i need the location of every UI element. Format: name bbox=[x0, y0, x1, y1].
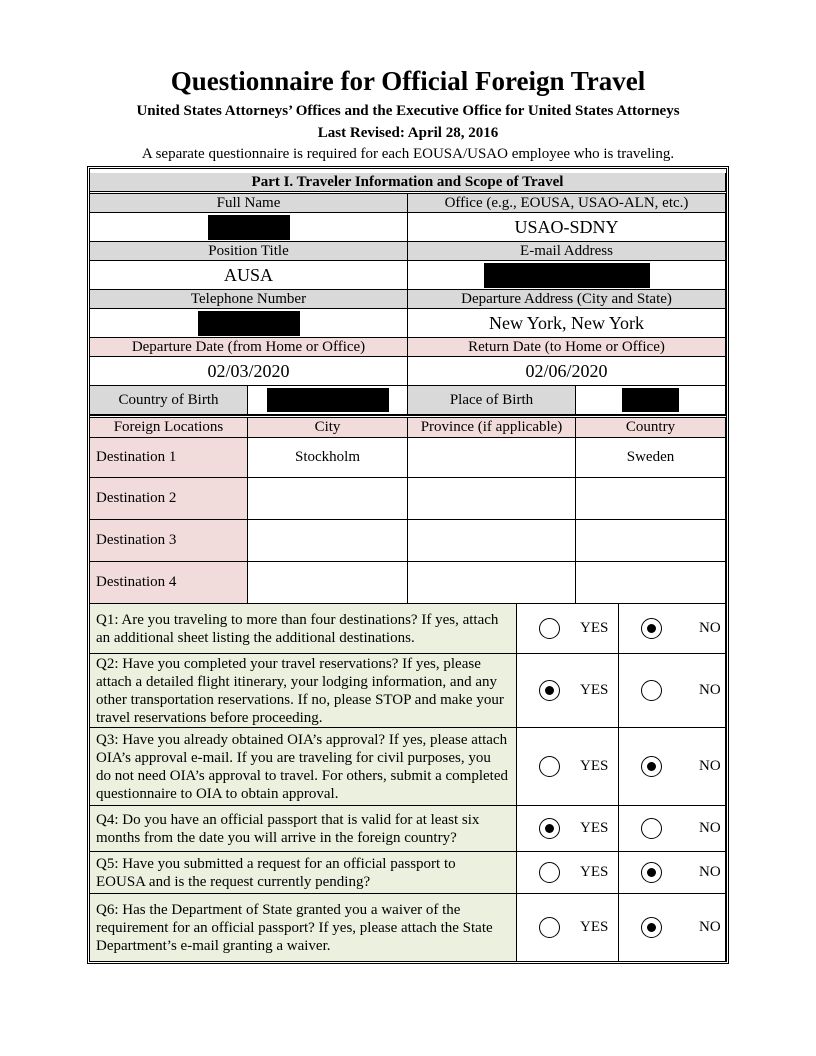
locations-header-country: Country bbox=[576, 418, 726, 438]
full-name-field[interactable] bbox=[90, 213, 408, 242]
option-label-no: NO bbox=[699, 758, 721, 774]
question-1-no-option[interactable] bbox=[619, 604, 726, 654]
radio-button-yes[interactable] bbox=[539, 818, 560, 839]
radio-selected-dot bbox=[647, 762, 656, 771]
destination-1-label: Destination 1 bbox=[90, 438, 248, 478]
question-4-text: Q4: Do you have an official passport that is valid for at least six months from the date you will arrive in the foreign country? bbox=[90, 806, 517, 852]
option-label-yes: YES bbox=[580, 864, 609, 880]
locations-header-foreign: Foreign Locations bbox=[90, 418, 248, 438]
departure-address-label: Departure Address (City and State) bbox=[408, 290, 726, 309]
departure-date-field[interactable]: 02/03/2020 bbox=[90, 357, 408, 386]
question-5-no-option[interactable] bbox=[619, 852, 726, 894]
question-2-no-option[interactable] bbox=[619, 654, 726, 728]
destination-2-country[interactable] bbox=[576, 478, 726, 520]
option-label-yes: YES bbox=[580, 682, 609, 698]
radio-selected-dot bbox=[647, 868, 656, 877]
destination-2-city[interactable] bbox=[248, 478, 408, 520]
question-6-yes-option[interactable] bbox=[517, 894, 619, 962]
telephone-field[interactable] bbox=[90, 309, 408, 338]
question-4-no-option[interactable] bbox=[619, 806, 726, 852]
radio-selected-dot bbox=[647, 923, 656, 932]
question-6-no-option[interactable] bbox=[619, 894, 726, 962]
question-1-text: Q1: Are you traveling to more than four destinations? If yes, attach an additional sheet listing the additional destinations. bbox=[90, 604, 517, 654]
option-label-yes: YES bbox=[580, 620, 609, 636]
question-3-yes-option[interactable] bbox=[517, 728, 619, 806]
page-title: Questionnaire for Official Foreign Travel bbox=[170, 66, 646, 96]
locations-header-city: City bbox=[248, 418, 408, 438]
email-label: E-mail Address bbox=[408, 242, 726, 261]
radio-button-yes[interactable] bbox=[539, 862, 560, 883]
destination-4-city[interactable] bbox=[248, 562, 408, 604]
office-field[interactable]: USAO-SDNY bbox=[408, 213, 726, 242]
radio-selected-dot bbox=[545, 686, 554, 695]
redaction-box bbox=[622, 388, 679, 412]
departure-date-label: Departure Date (from Home or Office) bbox=[90, 338, 408, 357]
option-label-no: NO bbox=[699, 682, 721, 698]
destination-4-label: Destination 4 bbox=[90, 562, 248, 604]
question-2-yes-option[interactable] bbox=[517, 654, 619, 728]
redaction-box bbox=[198, 311, 300, 336]
option-label-yes: YES bbox=[580, 919, 609, 935]
subtitle: United States Attorneys’ Offices and the Executive Office for United States Attorneys bbox=[136, 103, 680, 119]
destination-3-city[interactable] bbox=[248, 520, 408, 562]
option-label-no: NO bbox=[699, 820, 721, 836]
option-label-no: NO bbox=[699, 919, 721, 935]
option-label-yes: YES bbox=[580, 758, 609, 774]
radio-selected-dot bbox=[545, 824, 554, 833]
return-date-field[interactable]: 02/06/2020 bbox=[408, 357, 726, 386]
radio-button-no[interactable] bbox=[641, 756, 662, 777]
locations-header-province: Province (if applicable) bbox=[408, 418, 576, 438]
destination-2-province[interactable] bbox=[408, 478, 576, 520]
country-of-birth-field[interactable] bbox=[248, 386, 408, 415]
destination-1-city[interactable]: Stockholm bbox=[248, 438, 408, 478]
question-3-text: Q3: Have you already obtained OIA’s approval? If yes, please attach OIA’s approval e-mail. If you are traveling for civil purposes, you do not need OIA’s approval to travel. For others, submit a completed questionnaire to OIA to obtain approval. bbox=[90, 728, 517, 806]
radio-button-no[interactable] bbox=[641, 818, 662, 839]
destination-1-province[interactable] bbox=[408, 438, 576, 478]
revised-date: Last Revised: April 28, 2016 bbox=[317, 125, 499, 141]
destination-4-province[interactable] bbox=[408, 562, 576, 604]
radio-button-yes[interactable] bbox=[539, 917, 560, 938]
office-label: Office (e.g., EOUSA, USAO-ALN, etc.) bbox=[408, 194, 726, 213]
radio-button-yes[interactable] bbox=[539, 756, 560, 777]
redaction-box bbox=[208, 215, 290, 240]
question-5-yes-option[interactable] bbox=[517, 852, 619, 894]
part1-heading: Part I. Traveler Information and Scope of Travel bbox=[90, 173, 726, 192]
country-of-birth-label: Country of Birth bbox=[90, 386, 248, 415]
question-2-text: Q2: Have you completed your travel reservations? If yes, please attach a detailed flight itinerary, your lodging information, and any other transportation reservations. If no, please STOP and make your travel reservations before proceeding. bbox=[90, 654, 517, 728]
place-of-birth-label: Place of Birth bbox=[408, 386, 576, 415]
place-of-birth-field[interactable] bbox=[576, 386, 726, 415]
question-6-text: Q6: Has the Department of State granted you a waiver of the requirement for an official passport? If yes, please attach the State Department’s e-mail granting a waiver. bbox=[90, 894, 517, 962]
telephone-label: Telephone Number bbox=[90, 290, 408, 309]
destination-3-label: Destination 3 bbox=[90, 520, 248, 562]
radio-selected-dot bbox=[647, 624, 656, 633]
destination-2-label: Destination 2 bbox=[90, 478, 248, 520]
question-3-no-option[interactable] bbox=[619, 728, 726, 806]
option-label-no: NO bbox=[699, 620, 721, 636]
radio-button-yes[interactable] bbox=[539, 618, 560, 639]
redaction-box bbox=[267, 388, 389, 412]
radio-button-no[interactable] bbox=[641, 680, 662, 701]
position-title-label: Position Title bbox=[90, 242, 408, 261]
instruction-note: A separate questionnaire is required for each EOUSA/USAO employee who is traveling. bbox=[141, 146, 675, 162]
option-label-yes: YES bbox=[580, 820, 609, 836]
full-name-label: Full Name bbox=[90, 194, 408, 213]
redaction-box bbox=[484, 263, 650, 288]
email-field[interactable] bbox=[408, 261, 726, 290]
question-1-yes-option[interactable] bbox=[517, 604, 619, 654]
radio-button-no[interactable] bbox=[641, 618, 662, 639]
destination-3-province[interactable] bbox=[408, 520, 576, 562]
position-title-field[interactable]: AUSA bbox=[90, 261, 408, 290]
radio-button-yes[interactable] bbox=[539, 680, 560, 701]
departure-address-field[interactable]: New York, New York bbox=[408, 309, 726, 338]
destination-1-country[interactable]: Sweden bbox=[576, 438, 726, 478]
option-label-no: NO bbox=[699, 864, 721, 880]
radio-button-no[interactable] bbox=[641, 917, 662, 938]
destination-4-country[interactable] bbox=[576, 562, 726, 604]
radio-button-no[interactable] bbox=[641, 862, 662, 883]
question-4-yes-option[interactable] bbox=[517, 806, 619, 852]
return-date-label: Return Date (to Home or Office) bbox=[408, 338, 726, 357]
question-5-text: Q5: Have you submitted a request for an official passport to EOUSA and is the request currently pending? bbox=[90, 852, 517, 894]
questionnaire-form bbox=[87, 166, 729, 964]
destination-3-country[interactable] bbox=[576, 520, 726, 562]
